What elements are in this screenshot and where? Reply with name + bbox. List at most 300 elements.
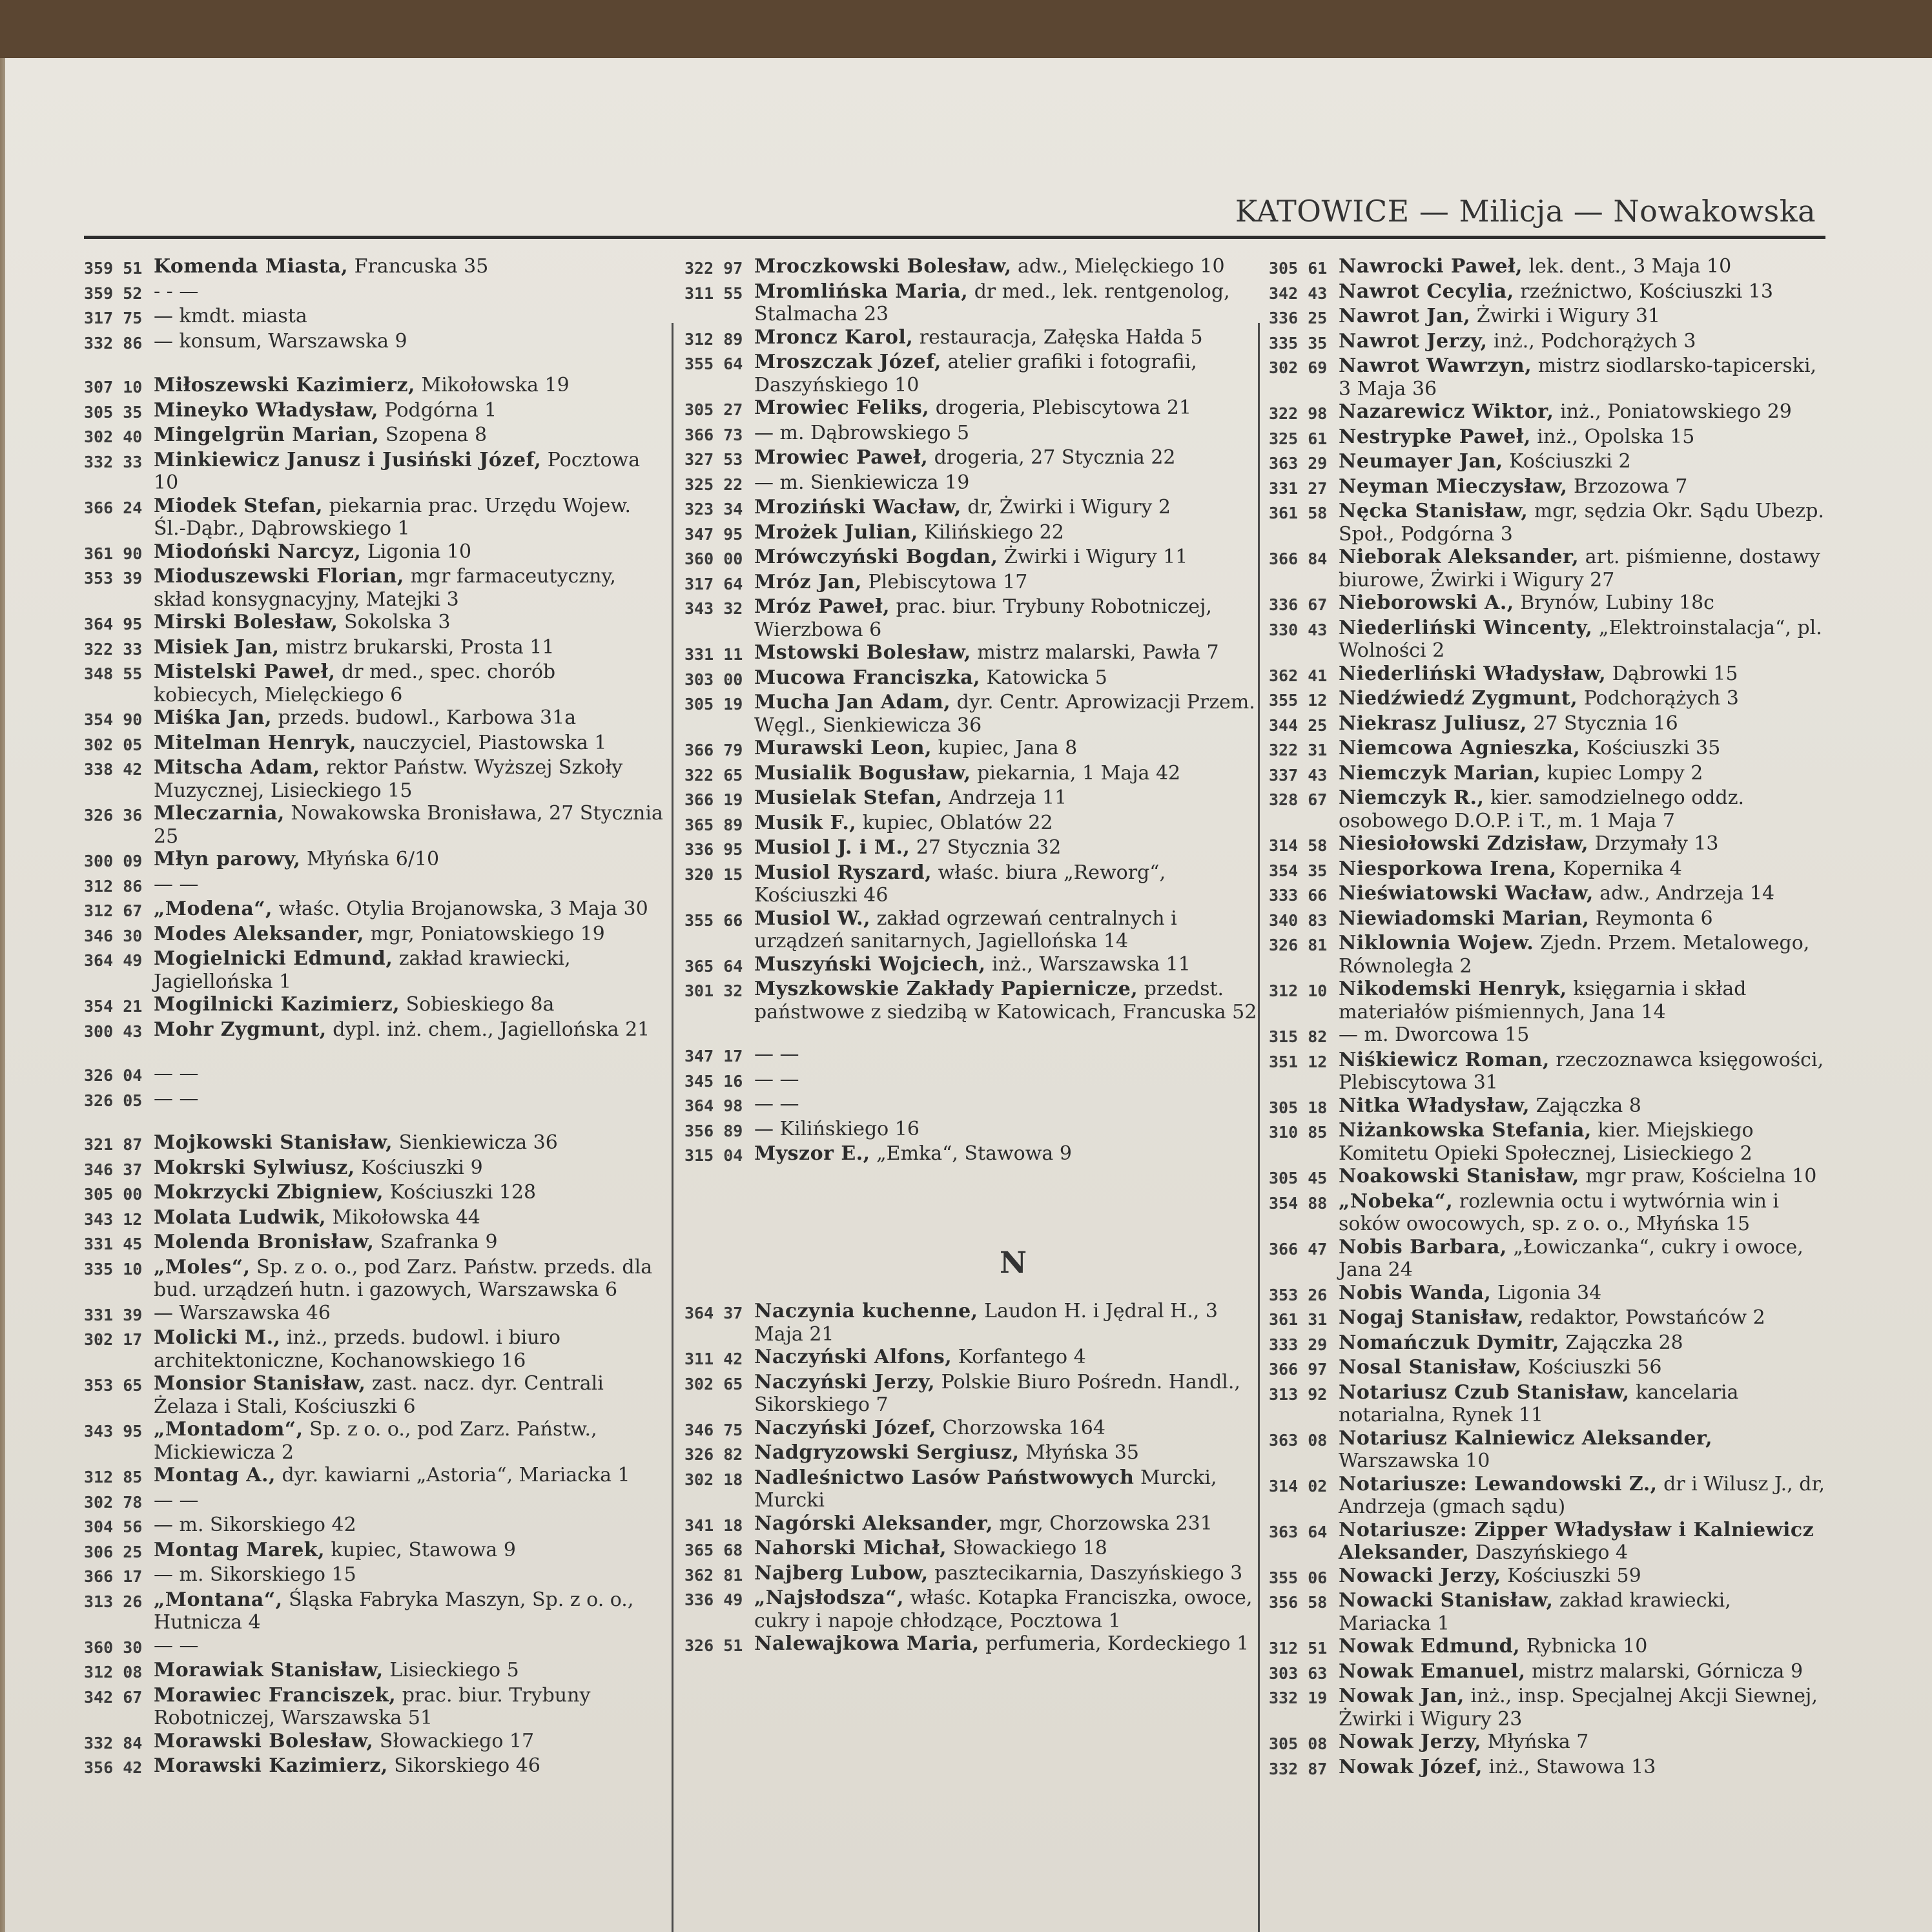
- entry-text: [154, 280, 664, 303]
- entry-text: [154, 1372, 664, 1418]
- entry-name: Miłoszewski Kazimierz,: [154, 374, 415, 396]
- entry-details: Andrzeja 11: [942, 786, 1067, 809]
- phone-number: 360 30: [84, 1638, 143, 1657]
- directory-entry: [1269, 762, 1827, 787]
- directory-entry: [684, 786, 1258, 812]
- directory-entry: [684, 396, 1258, 422]
- directory-entry: [1269, 1049, 1827, 1094]
- phone-number: 301 32: [684, 981, 743, 1000]
- directory-entry: [1269, 355, 1827, 400]
- phone-number: 356 58: [1269, 1593, 1328, 1612]
- entry-text: [754, 666, 1258, 690]
- entry-details: Żwirki i Wigury 11: [998, 546, 1188, 568]
- entry-text: [754, 1466, 1258, 1512]
- entry-text: [754, 691, 1258, 737]
- entry-text: [154, 255, 664, 278]
- directory-entry: [1269, 546, 1827, 591]
- entry-text: [1339, 1589, 1827, 1635]
- entry-text: [1339, 355, 1827, 400]
- phone-number: 304 56: [84, 1517, 143, 1536]
- directory-entry: [684, 1537, 1258, 1562]
- entry-details: lek. dent., 3 Maja 10: [1523, 255, 1732, 278]
- entry-text: [154, 1730, 664, 1753]
- directory-entry: [1269, 663, 1827, 688]
- entry-name: Nieborowski A.,: [1339, 591, 1514, 614]
- entry-text: [754, 1043, 1258, 1066]
- entry-details: Katowicka 5: [980, 666, 1107, 689]
- directory-entry: [1269, 426, 1827, 451]
- entry-name: Mrówczyński Bogdan,: [754, 546, 998, 568]
- entry-text: [154, 898, 664, 921]
- entry-name: Nadleśnictwo Lasów Państwowych: [754, 1466, 1135, 1489]
- entry-name: „Modena“,: [154, 898, 272, 920]
- entry-text: [154, 1588, 664, 1634]
- entry-text: [154, 540, 664, 564]
- entry-details: redaktor, Powstańców 2: [1524, 1306, 1765, 1329]
- entry-details: - - —: [154, 280, 199, 303]
- entry-name: Murawski Leon,: [754, 737, 932, 759]
- entry-details: Śląska Fabryka Maszyn, Sp. z o. o., Hutnicza 4: [154, 1588, 634, 1634]
- directory-entry: [84, 565, 664, 611]
- entry-name: Nowacki Jerzy,: [1339, 1564, 1501, 1587]
- directory-entry: [84, 495, 664, 540]
- phone-number: 365 89: [684, 815, 743, 834]
- entry-text: [1339, 762, 1827, 785]
- entry-name: Nowacki Stanisław,: [1339, 1589, 1554, 1612]
- phone-number: 302 69: [1269, 358, 1328, 377]
- phone-number: 344 25: [1269, 715, 1328, 735]
- directory-entry: [684, 953, 1258, 978]
- entry-name: „Montana“,: [154, 1588, 283, 1611]
- entry-text: [1339, 1094, 1827, 1118]
- entry-details: rozlewnia octu i wytwórnia win i soków owocowych, sp. z o. o., Młyńska 15: [1339, 1189, 1780, 1235]
- phone-number: 366 97: [1269, 1360, 1328, 1379]
- directory-entry: [84, 1418, 664, 1464]
- entry-details: mistrz malarski, Pawła 7: [971, 641, 1219, 664]
- directory-entry: [84, 1659, 664, 1684]
- phone-number: 317 64: [684, 574, 743, 593]
- entry-name: Nazarewicz Wiktor,: [1339, 400, 1554, 423]
- phone-number: 332 84: [84, 1733, 143, 1752]
- phone-number: 305 35: [84, 402, 143, 422]
- directory-entry: [684, 1562, 1258, 1587]
- entry-details: 27 Stycznia 16: [1526, 712, 1678, 735]
- entry-details: adw., Andrzeja 14: [1593, 882, 1775, 905]
- entry-name: Niemcowa Agnieszka,: [1339, 737, 1581, 759]
- phone-number: 335 35: [1269, 333, 1328, 353]
- entry-text: [154, 611, 664, 634]
- page-header: KATOWICE — Milicja — Nowakowska: [1235, 194, 1816, 229]
- phone-number: 332 87: [1269, 1759, 1328, 1778]
- entry-details: mistrz malarski, Górnicza 9: [1525, 1660, 1804, 1683]
- phone-number: 323 34: [684, 500, 743, 519]
- directory-entry: [1269, 305, 1827, 330]
- entry-details: — m. Sikorskiego 42: [154, 1514, 356, 1536]
- entry-text: [754, 1512, 1258, 1536]
- entry-gap: [84, 1112, 664, 1131]
- entry-name: Najberg Lubow,: [754, 1561, 929, 1585]
- directory-entry: [684, 571, 1258, 596]
- entry-name: Mokrzycki Zbigniew,: [154, 1181, 384, 1204]
- directory-entry: [684, 1300, 1258, 1346]
- entry-details: adw., Mielęckiego 10: [1011, 255, 1225, 278]
- entry-text: [754, 1068, 1258, 1091]
- phone-number: 346 37: [84, 1160, 143, 1179]
- entry-text: [1339, 1731, 1827, 1754]
- entry-details: — m. Dworcowa 15: [1339, 1023, 1530, 1046]
- entry-details: Pocztowa 10: [154, 448, 641, 494]
- entry-name: Montag Marek,: [154, 1538, 325, 1561]
- phone-number: 331 27: [1269, 478, 1328, 498]
- entry-name: Niesiołowski Zdzisław,: [1339, 832, 1589, 855]
- phone-number: 346 30: [84, 926, 143, 945]
- entry-details: Sokolska 3: [338, 611, 451, 633]
- entry-name: Monsior Stanisław,: [154, 1372, 366, 1395]
- entry-details: kancelaria notarialna, Rynek 11: [1339, 1381, 1739, 1426]
- directory-entry: [1269, 1473, 1827, 1519]
- entry-details: Plebiscytowa 17: [861, 570, 1028, 593]
- phone-number: 322 65: [684, 765, 743, 785]
- entry-name: Mrowiec Feliks,: [754, 396, 930, 419]
- entry-text: [154, 661, 664, 706]
- directory-entry: [1269, 1519, 1827, 1565]
- entry-text: [154, 1464, 664, 1487]
- directory-entry: [684, 280, 1258, 326]
- entry-name: Nobis Barbara,: [1339, 1235, 1507, 1259]
- phone-number: 302 17: [84, 1330, 143, 1349]
- entry-text: [754, 571, 1258, 594]
- phone-number: 311 42: [684, 1350, 743, 1368]
- phone-number: 302 78: [84, 1492, 143, 1512]
- entry-details: właśc. Otylia Brojanowska, 3 Maja 30: [272, 898, 648, 920]
- entry-name: Molata Ludwik,: [154, 1206, 327, 1229]
- entry-name: Mohr Zygmunt,: [154, 1018, 327, 1041]
- entry-name: Nestrypke Paweł,: [1339, 425, 1531, 448]
- directory-entry: [84, 449, 664, 495]
- entry-name: Morawski Kazimierz,: [154, 1754, 388, 1777]
- phone-number: 305 45: [1269, 1169, 1328, 1187]
- phone-number: 366 17: [84, 1567, 143, 1586]
- directory-entry: [1269, 1236, 1827, 1282]
- entry-name: Morawiak Stanisław,: [154, 1659, 384, 1681]
- entry-name: Nawrocki Paweł,: [1339, 255, 1523, 278]
- directory-entry: [684, 1093, 1258, 1118]
- entry-details: atelier grafiki i fotografii, Daszyńskiego 10: [754, 351, 1197, 396]
- entry-text: [154, 1514, 664, 1537]
- entry-text: [1339, 475, 1827, 498]
- directory-entry: [84, 374, 664, 399]
- directory-entry: [684, 1441, 1258, 1466]
- entry-text: [154, 1418, 664, 1464]
- entry-text: [1339, 1660, 1827, 1683]
- entry-text: [754, 762, 1258, 785]
- entry-text: [1339, 1356, 1827, 1379]
- directory-entry: [84, 1181, 664, 1206]
- directory-entry: [1269, 1356, 1827, 1381]
- entry-name: Naczyński Józef,: [754, 1416, 936, 1439]
- directory-entry: [1269, 1589, 1827, 1635]
- directory-entry: [1269, 617, 1827, 663]
- entry-text: [1339, 1756, 1827, 1779]
- entry-text: [154, 565, 664, 611]
- directory-entry: [684, 1142, 1258, 1167]
- directory-entry: [1269, 858, 1827, 883]
- entry-text: [754, 595, 1258, 641]
- entry-text: [154, 1539, 664, 1562]
- entry-details: Ligonia 34: [1491, 1281, 1602, 1304]
- entry-details: Drzymały 13: [1588, 832, 1719, 855]
- entry-name: Naczynia kuchenne,: [754, 1300, 978, 1322]
- phone-number: 342 67: [84, 1687, 143, 1707]
- directory-entry: [84, 1730, 664, 1755]
- entry-name: Niżankowska Stefania,: [1339, 1119, 1592, 1142]
- phone-number: 326 82: [684, 1445, 743, 1464]
- entry-text: [1339, 280, 1827, 303]
- column-3: [1269, 255, 1827, 1932]
- phone-number: 302 40: [84, 427, 143, 446]
- directory-entry: [84, 636, 664, 661]
- directory-entry: [84, 993, 664, 1018]
- entry-name: Notariusze: Lewandowski Z.,: [1339, 1472, 1658, 1495]
- entry-details: kupiec, Stawowa 9: [325, 1538, 516, 1561]
- directory-entry: [84, 898, 664, 923]
- entry-name: Musiol W.,: [754, 907, 871, 930]
- phone-number: 326 04: [84, 1066, 143, 1085]
- directory-entry: [684, 351, 1258, 396]
- entry-text: [754, 737, 1258, 760]
- entry-name: Notariusz Czub Stanisław,: [1339, 1381, 1630, 1404]
- directory-entry: [84, 732, 664, 757]
- entry-name: Mroziński Wacław,: [754, 496, 961, 519]
- entry-name: Nawrot Jan,: [1339, 305, 1471, 327]
- entry-text: [754, 953, 1258, 976]
- entry-details: drogeria, 27 Stycznia 22: [928, 446, 1176, 469]
- entry-details: przeds. budowl., Karbowa 31a: [272, 706, 577, 729]
- directory-entry: [84, 802, 664, 848]
- entry-details: Kilińskiego 22: [918, 520, 1064, 544]
- phone-number: 341 18: [684, 1516, 743, 1535]
- entry-details: Murcki, Murcki: [754, 1466, 1217, 1512]
- column-divider: [1258, 323, 1260, 1932]
- entry-details: Żwirki i Wigury 31: [1470, 305, 1661, 327]
- phone-number: 355 64: [684, 355, 743, 373]
- entry-details: Laudon H. i Jędral H., 3 Maja 21: [754, 1300, 1218, 1346]
- directory-entry: [84, 706, 664, 732]
- entry-text: [154, 873, 664, 896]
- entry-name: Notariusze: Zipper Władysław i Kalniewicz Aleksander,: [1339, 1518, 1814, 1564]
- phone-number: 333 66: [1269, 886, 1328, 905]
- directory-entry: [684, 471, 1258, 497]
- directory-entry: [84, 305, 664, 330]
- entry-text: [1339, 978, 1827, 1023]
- directory-entry: [1269, 1094, 1827, 1120]
- directory-entry: [684, 1043, 1258, 1068]
- phone-number: 336 49: [684, 1590, 743, 1609]
- directory-entry: [684, 255, 1258, 280]
- entry-details: mgr, Poniatowskiego 19: [364, 922, 605, 945]
- entry-details: Kościuszki 35: [1580, 737, 1721, 759]
- directory-entry: [84, 1131, 664, 1156]
- phone-number: 347 95: [684, 524, 743, 544]
- phone-number: 322 97: [684, 259, 743, 278]
- entry-name: Muszyński Wojciech,: [754, 952, 986, 976]
- entry-text: [154, 1634, 664, 1658]
- phone-number: 342 43: [1269, 283, 1328, 303]
- entry-details: zakład ogrzewań centralnych i urządzeń sanitarnych, Jagiellońska 14: [754, 907, 1177, 952]
- directory-entry: [1269, 832, 1827, 858]
- entry-text: [1339, 932, 1827, 978]
- entry-name: Modes Aleksander,: [154, 922, 364, 945]
- directory-entry: [84, 1372, 664, 1418]
- phone-number: 331 39: [84, 1305, 143, 1324]
- phone-number: 336 95: [684, 840, 743, 859]
- entry-text: [1339, 1331, 1827, 1355]
- phone-number: 312 51: [1269, 1639, 1328, 1658]
- entry-name: Mleczarnia,: [154, 802, 285, 825]
- entry-gap: [684, 1023, 1258, 1043]
- directory-entry: [84, 1206, 664, 1231]
- entry-text: [1339, 305, 1827, 328]
- entry-name: Niemczyk Marian,: [1339, 761, 1541, 785]
- phone-number: 313 92: [1269, 1384, 1328, 1404]
- entry-text: [754, 1118, 1258, 1141]
- entry-text: [154, 449, 664, 495]
- entry-text: [154, 1181, 664, 1204]
- entry-name: Mroczkowski Bolesław,: [754, 255, 1012, 278]
- entry-details: restauracja, Załęska Hałda 5: [913, 325, 1203, 349]
- directory-entry: [1269, 591, 1827, 617]
- entry-text: [154, 1684, 664, 1730]
- entry-text: [754, 1093, 1258, 1116]
- phone-number: 336 25: [1269, 309, 1328, 327]
- phone-number: 366 19: [684, 790, 743, 809]
- entry-name: „Nobeka“,: [1339, 1189, 1454, 1213]
- entry-details: — kmdt. miasta: [154, 305, 307, 327]
- entry-details: Polskie Biuro Pośredn. Handl., Sikorskiego 7: [754, 1370, 1240, 1416]
- entry-text: [154, 330, 664, 353]
- phone-number: 338 42: [84, 760, 143, 779]
- directory-entry: [684, 1587, 1258, 1632]
- phone-number: 325 22: [684, 475, 743, 494]
- phone-number: 366 79: [684, 741, 743, 759]
- phone-number: 313 26: [84, 1592, 143, 1611]
- entry-text: [754, 978, 1258, 1023]
- entry-text: [1339, 400, 1827, 424]
- entry-text: [1339, 907, 1827, 930]
- entry-details: — konsum, Warszawska 9: [154, 329, 407, 353]
- phone-number: 343 12: [84, 1209, 143, 1229]
- entry-details: Kościuszki 9: [355, 1156, 483, 1179]
- entry-name: Mitscha Adam,: [154, 756, 320, 779]
- directory-entry: [684, 326, 1258, 351]
- directory-entry: [84, 1464, 664, 1489]
- entry-text: [1339, 330, 1827, 353]
- directory-entry: [84, 1326, 664, 1372]
- directory-entry: [1269, 1119, 1827, 1165]
- entry-text: [754, 471, 1258, 495]
- entry-text: [754, 546, 1258, 569]
- entry-details: właśc. biura „Reworg“, Kościuszki 46: [754, 861, 1166, 907]
- entry-details: Szafranka 9: [374, 1231, 498, 1253]
- entry-details: piekarnia prac. Urzędu Wojew. Śl.-Dąbr., Dąbrowskiego 1: [154, 494, 632, 540]
- directory-entry: [1269, 1756, 1827, 1781]
- entry-text: [154, 636, 664, 659]
- entry-text: [154, 1326, 664, 1372]
- phone-number: 359 52: [84, 283, 143, 303]
- entry-details: zakład krawiecki, Jagiellońska 1: [154, 947, 571, 993]
- entry-name: Naczyński Jerzy,: [754, 1370, 936, 1393]
- entry-name: Mstowski Bolesław,: [754, 641, 971, 664]
- entry-name: Nikodemski Henryk,: [1339, 978, 1567, 1000]
- entry-details: — —: [754, 1043, 799, 1065]
- entry-text: [154, 1062, 664, 1085]
- phone-number: 364 37: [684, 1304, 743, 1322]
- entry-details: kier. Miejskiego Komitetu Opieki Społecznej, Lisieckiego 2: [1339, 1119, 1754, 1165]
- entry-name: Nowak Jan,: [1339, 1685, 1464, 1707]
- entry-name: Nogaj Stanisław,: [1339, 1306, 1525, 1329]
- directory-entry: [1269, 255, 1827, 280]
- phone-number: 364 98: [684, 1096, 743, 1115]
- phone-number: 353 39: [84, 569, 143, 588]
- phone-number: 359 51: [84, 259, 143, 278]
- entry-name: Montag A.,: [154, 1464, 276, 1486]
- entry-name: Niederliński Wincenty,: [1339, 616, 1593, 639]
- entry-details: inż., Stawowa 13: [1482, 1755, 1656, 1778]
- entry-text: [1339, 687, 1827, 710]
- entry-name: Noakowski Stanisław,: [1339, 1165, 1579, 1187]
- entry-name: Mroncz Karol,: [754, 325, 914, 349]
- entry-name: Notariusz Kalniewicz Aleksander,: [1339, 1426, 1713, 1450]
- directory-entry: [84, 1489, 664, 1514]
- entry-text: [1339, 1049, 1827, 1094]
- entry-text: [1339, 591, 1827, 615]
- entry-name: Nalewajkowa Maria,: [754, 1632, 980, 1655]
- entry-details: — —: [754, 1067, 799, 1091]
- entry-name: Nęcka Stanisław,: [1339, 500, 1528, 522]
- entry-details: zast. nacz. dyr. Centrali Żelaza i Stali, Kościuszki 6: [154, 1372, 604, 1418]
- entry-text: [154, 947, 664, 993]
- entry-name: Nagórski Aleksander,: [754, 1512, 993, 1535]
- entry-details: mgr, Chorzowska 231: [993, 1512, 1213, 1535]
- phone-number: 348 55: [84, 664, 143, 683]
- section-letter: N: [999, 1244, 1027, 1280]
- entry-name: Musielak Stefan,: [754, 786, 943, 809]
- entry-details: — —: [154, 1634, 199, 1657]
- entry-text: [154, 1087, 664, 1111]
- entry-details: Mikołowska 44: [326, 1206, 480, 1229]
- phone-number: 353 26: [1269, 1285, 1328, 1304]
- entry-details: właśc. Kotapka Franciszka, owoce, cukry i napoje chłodzące, Pocztowa 1: [754, 1587, 1253, 1632]
- entry-details: Młyńska 35: [1019, 1441, 1139, 1464]
- directory-entry: [684, 666, 1258, 692]
- phone-number: 362 41: [1269, 666, 1328, 685]
- directory-entry: [1269, 1190, 1827, 1236]
- entry-details: dr med., lek. rentgenolog, Stalmacha 23: [754, 280, 1230, 325]
- entry-name: Niedźwiedź Zygmunt,: [1339, 687, 1578, 710]
- phone-number: 302 65: [684, 1374, 743, 1393]
- entry-text: [754, 1441, 1258, 1464]
- directory-entry: [684, 861, 1258, 907]
- entry-details: 27 Stycznia 32: [910, 836, 1062, 859]
- phone-number: 305 19: [684, 695, 743, 714]
- entry-name: Musiol J. i M.,: [754, 836, 910, 859]
- phone-number: 363 29: [1269, 454, 1328, 473]
- phone-number: 303 63: [1269, 1663, 1328, 1683]
- entry-text: [754, 1562, 1258, 1585]
- phone-number: 361 31: [1269, 1310, 1328, 1329]
- entry-text: [1339, 500, 1827, 546]
- directory-entry: [1269, 500, 1827, 546]
